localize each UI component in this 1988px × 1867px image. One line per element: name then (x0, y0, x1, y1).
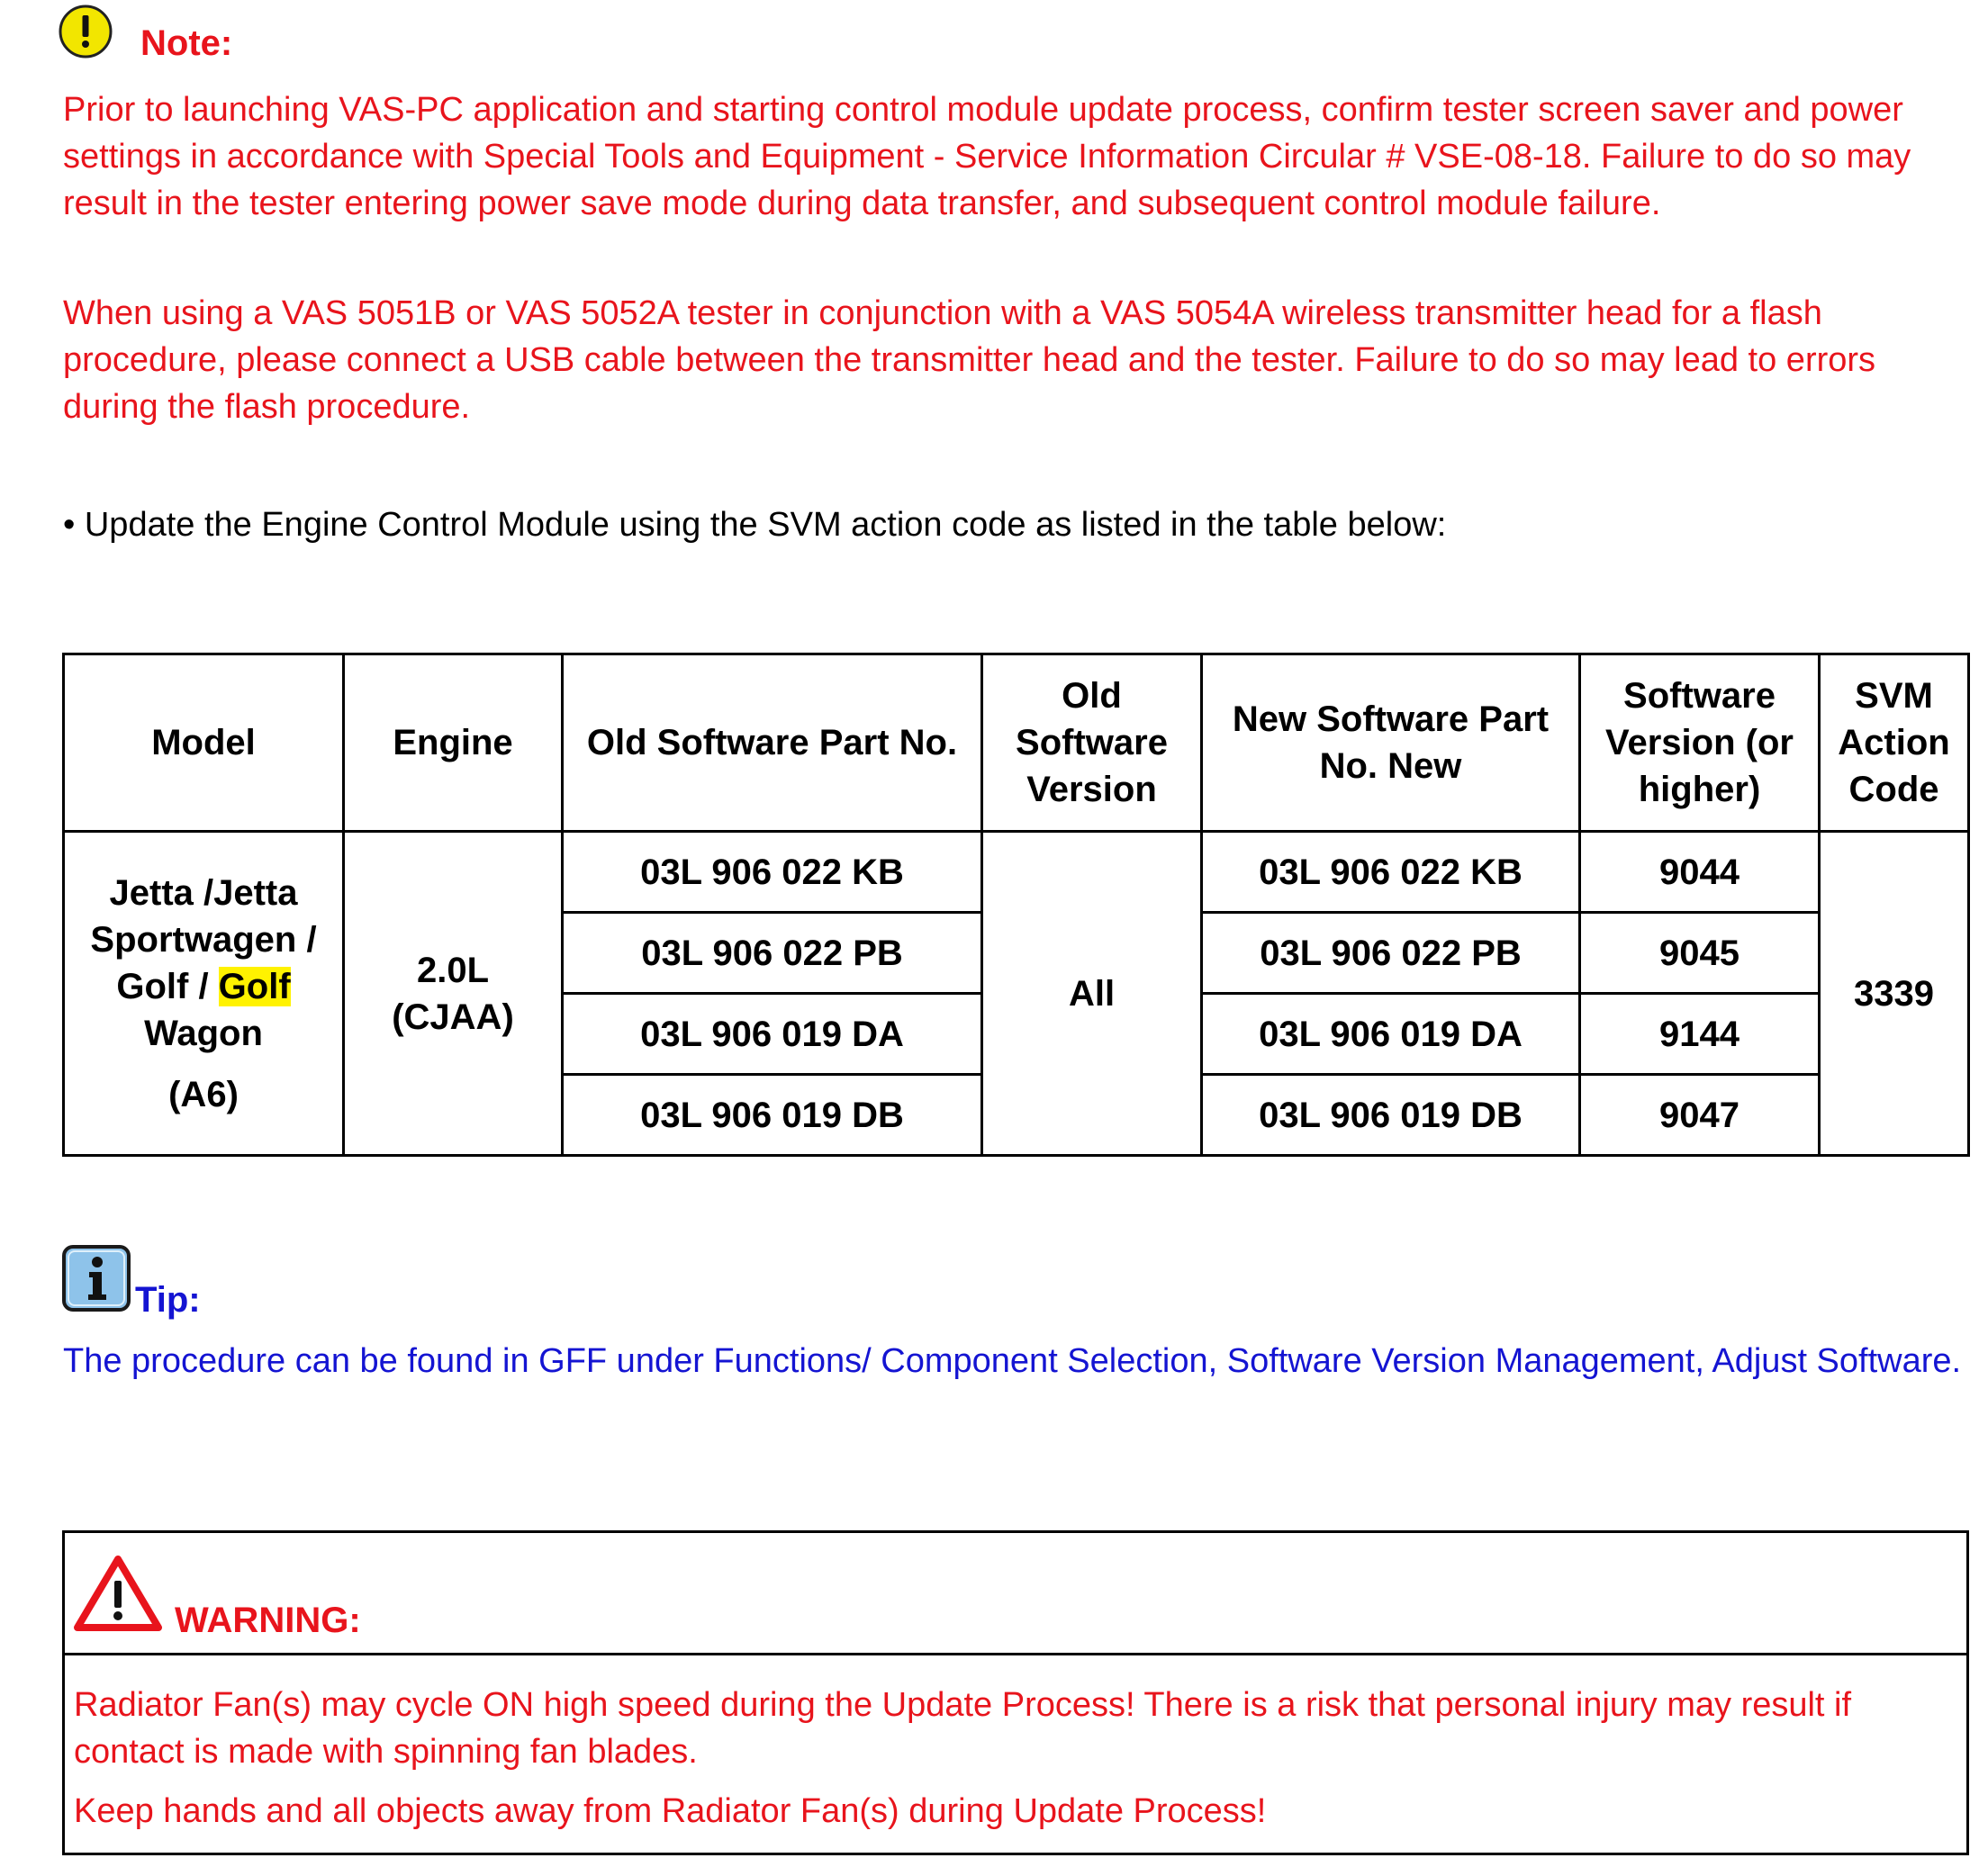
engine-cell (344, 832, 563, 1156)
model-suffix: (A6) (168, 1074, 239, 1114)
info-icon (61, 1244, 131, 1312)
header-svm-code: SVM Action Code (1820, 654, 1969, 832)
instruction-text: • Update the Engine Control Module using the SVM action code as listed in the table below: (63, 506, 1447, 544)
engine-line-1: 2.0L (416, 950, 490, 990)
new-part-cell: 03L 906 022 KB (1202, 832, 1580, 913)
version-cell: 9144 (1580, 994, 1820, 1075)
model-highlight: Golf (218, 966, 291, 1006)
warning-divider (62, 1653, 1969, 1655)
engine-line-2: (CJAA) (392, 997, 514, 1037)
version-cell: 9045 (1580, 913, 1820, 994)
warning-text-2: Keep hands and all objects away from Radiator Fan(s) during Update Process! (74, 1792, 1267, 1830)
version-cell: 9044 (1580, 832, 1820, 913)
header-model: Model (64, 654, 344, 832)
old-part-cell: 03L 906 019 DA (563, 994, 982, 1075)
note-paragraph-1: Prior to launching VAS-PC application and starting control module update process, confirm tester screen saver and power settings in accordance with Special Tools and Equipment - Service Information Circular # VSE-08-18. Failure to do so may result in the tester entering power save mode during data transfer, and subsequent control module failure. (63, 91, 1911, 222)
header-software-version: Software Version (or higher) (1580, 654, 1820, 832)
version-cell: 9047 (1580, 1075, 1820, 1156)
header-old-part: Old Software Part No. (563, 654, 982, 832)
warning-triangle-icon (72, 1554, 164, 1633)
warning-title: WARNING: (175, 1601, 361, 1640)
exclamation-circle-icon (58, 4, 113, 59)
svm-code-cell: 3339 (1820, 832, 1969, 1156)
model-text: Jetta /Jetta Sportwagen / Golf / (90, 872, 317, 1006)
note-paragraph-2: When using a VAS 5051B or VAS 5052A tester in conjunction with a VAS 5054A wireless transmitter head for a flash procedure, please connect a USB cable between the transmitter head and the tester. Failure to do so may lead to errors during the flash procedure. (63, 294, 1876, 426)
header-engine: Engine (344, 654, 563, 832)
table-row (64, 832, 1969, 913)
software-table (62, 653, 1970, 1157)
header-old-version: Old Software Version (982, 654, 1202, 832)
old-part-cell: 03L 906 022 PB (563, 913, 982, 994)
old-version-cell: All (982, 832, 1202, 1156)
model-cell (64, 832, 344, 1156)
old-part-cell: 03L 906 019 DB (563, 1075, 982, 1156)
note-title: Note: (140, 23, 233, 63)
table-header-row (64, 654, 1969, 832)
tip-title: Tip: (135, 1280, 201, 1320)
tip-text: The procedure can be found in GFF under Functions/ Component Selection, Software Version Management, Adjust Software. (63, 1342, 1962, 1380)
warning-text-1: Radiator Fan(s) may cycle ON high speed during the Update Process! There is a risk that personal injury may result if contact is made with spinning fan blades. (74, 1686, 1852, 1771)
model-text-2: Wagon (144, 1013, 263, 1053)
header-new-part: New Software Part No. New (1202, 654, 1580, 832)
old-part-cell: 03L 906 022 KB (563, 832, 982, 913)
new-part-cell: 03L 906 019 DA (1202, 994, 1580, 1075)
new-part-cell: 03L 906 022 PB (1202, 913, 1580, 994)
new-part-cell: 03L 906 019 DB (1202, 1075, 1580, 1156)
